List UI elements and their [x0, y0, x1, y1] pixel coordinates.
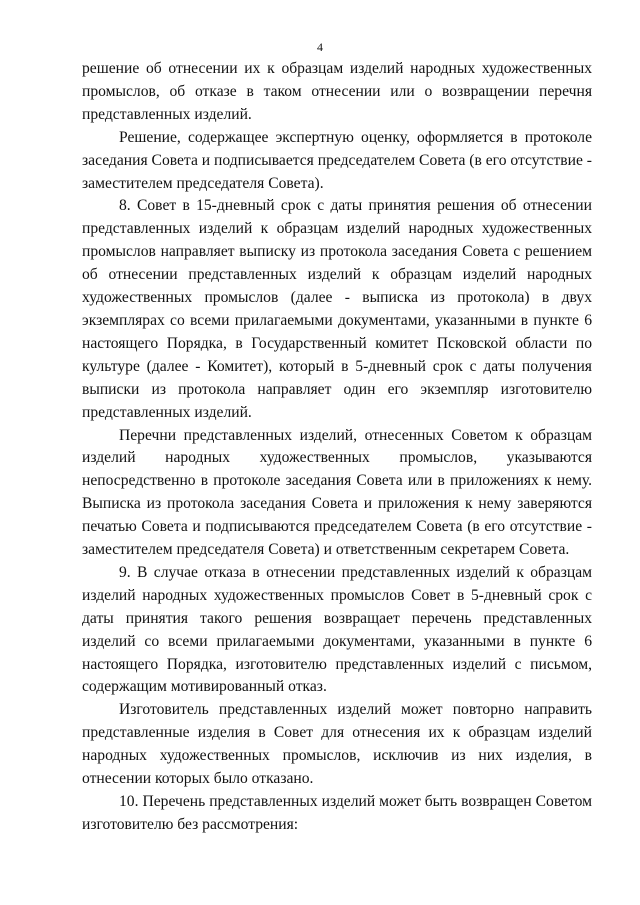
paragraph-decision-protocol: Решение, содержащее экспертную оценку, оформляется в протоколе заседания Совета и подписывается председателем Совета (в его отсутствие - заместителем председателя Совета).	[82, 128, 592, 192]
paragraph-lists-of-items: Перечни представленных изделий, отнесенных Советом к образцам изделий народных художественных промыслов, указываются непосредственно в протоколе заседания Совета или в приложениях к нему. Выписка из протокола заседания Совета и приложения к нему заверяются печатью Совета и подписываются председателем Совета (в его отсутствие - заместителем председателя Совета) и ответственным секретарем Совета.	[82, 426, 592, 559]
paragraph-item-8: 8. Совет в 15-дневный срок с даты принятия решения об отнесении представленных изделий к образцам изделий народных художественных промыслов направляет выписку из протокола заседания Совета с решением об отнесении представленных изделий к образцам изделий народных художественных промыслов (далее - выписка из протокола) в двух экземплярах со всеми прилагаемыми документами, указанными в пункте 6 настоящего Порядка, в Государственный комитет Псковской области по культуре (далее - Комитет), который в 5-дневный срок с даты получения выписки из протокола направляет один его экземпляр изготовителю представленных изделий.	[82, 197, 592, 421]
paragraph-item-10: 10. Перечень представленных изделий может быть возвращен Советом изготовителю без рассмотрения:	[82, 793, 592, 833]
page-number: 4	[317, 40, 323, 54]
paragraph-resubmission: Изготовитель представленных изделий может повторно направить представленные изделия в Совет для отнесения их к образцам изделий народных художественных промыслов, исключив из них изделия, в отнесении которых было отказано.	[82, 701, 592, 788]
paragraph-item-9: 9. В случае отказа в отнесении представленных изделий к образцам изделий народных художественных промыслов Совет в 5-дневный срок с даты принятия такого решения возвращает перечень представленных изделий со всеми прилагаемыми документами, указанными в пункте 6 настоящего Порядка, изготовителю представленных изделий с письмом, содержащим мотивированный отказ.	[82, 563, 592, 696]
paragraph-continuation: решение об отнесении их к образцам изделий народных художественных промыслов, об отказе в таком отнесении или о возвращении перечня представленных изделий.	[82, 60, 592, 123]
document-body	[82, 58, 592, 837]
